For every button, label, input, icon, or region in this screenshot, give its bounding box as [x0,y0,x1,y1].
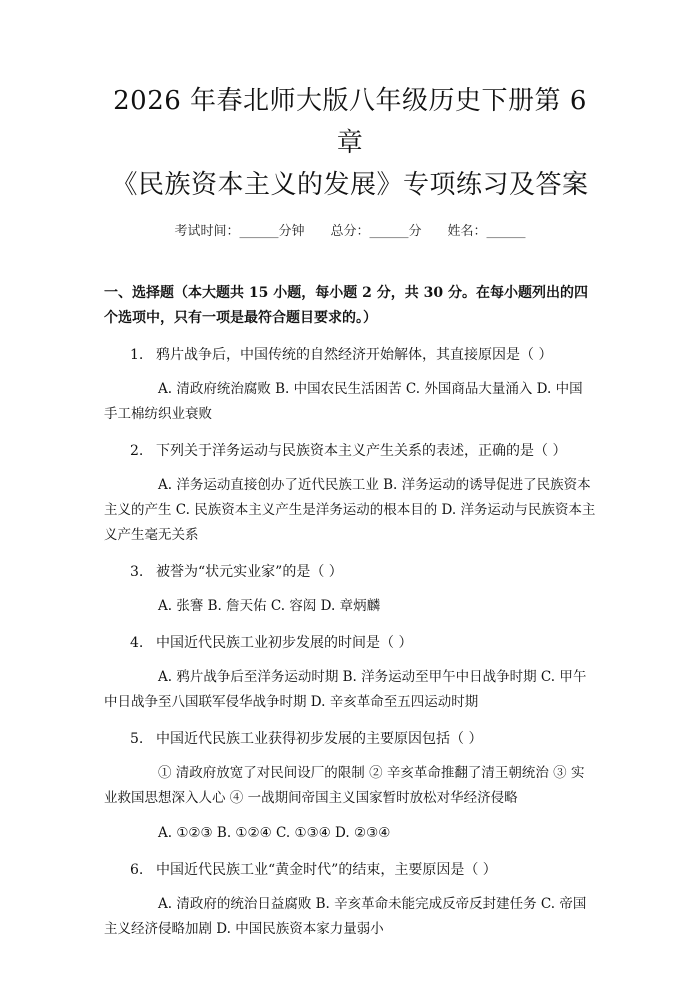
question-options: A. 张謇 B. 詹天佑 C. 容闳 D. 章炳麟 [158,598,381,614]
section-heading: 一、选择题（本大题共 15 小题，每小题 2 分，共 30 分。在每小题列出的四个选项中，只有一项是最符合题目要求的。） [104,285,588,326]
question-options: A. 清政府统治腐败 B. 中国农民生活困苦 C. 外国商品大量涌入 D. 中国手工棉纺织业衰败 [104,381,583,422]
question-stem [104,631,596,655]
question-number: 3. [130,564,144,580]
document-title-line1: 2026 年春北师大版八年级历史下册第 6 章 [113,86,587,158]
question-3 [104,560,596,619]
question-number: 1. [130,347,144,363]
question-number: 6. [130,862,144,878]
question-options: A. ①②③ B. ①②④ C. ①③④ D. ②③④ [158,825,391,841]
question-text: 中国近代民族工业获得初步发展的主要原因包括（ ） [156,731,483,747]
question-2 [104,439,596,548]
document-page [0,80,700,985]
question-options: A. 鸦片战争后至洋务运动时期 B. 洋务运动至甲午中日战争时期 C. 甲午中日战争至八国联军侵华战争时期 D. 辛亥革命至五四运动时期 [104,669,587,710]
question-stem [104,858,596,882]
question-text: 被誉为“状元实业家”的是（ ） [156,564,343,580]
question-text: 鸦片战争后，中国传统的自然经济开始解体，其直接原因是（ ） [156,347,553,363]
question-5 [104,727,596,846]
question-text: 中国近代民族工业初步发展的时间是（ ） [156,635,413,651]
question-stem [104,560,596,584]
question-options: A. 清政府的统治日益腐败 B. 辛亥革命未能完成反帝反封建任务 C. 帝国主义经济侵略加剧 D. 中国民族资本家力量弱小 [104,896,587,937]
question-stem [104,727,596,751]
question-statements: ① 清政府放宽了对民间设厂的限制 ② 辛亥革命推翻了清王朝统治 ③ 实业救国思想深入人心 ④ 一战期间帝国主义国家暂时放松对华经济侵略 [104,765,585,806]
question-text: 中国近代民族工业“黄金时代”的结束，主要原因是（ ） [156,862,497,878]
question-text: 下列关于洋务运动与民族资本主义产生关系的表述，正确的是（ ） [156,443,567,459]
question-number: 4. [130,635,144,651]
question-6 [104,858,596,942]
question-stem [104,439,596,463]
exam-info-line: 考试时间：______分钟 总分：______分 姓名：______ [174,224,526,239]
question-4 [104,631,596,715]
question-number: 2. [130,443,144,459]
question-options: A. 洋务运动直接创办了近代民族工业 B. 洋务运动的诱导促进了民族资本主义的产生 C. 民族资本主义产生是洋务运动的根本目的 D. 洋务运动与民族资本主义产生毫无关系 [104,477,596,543]
question-1 [104,343,596,427]
question-number: 5. [130,731,144,747]
question-stem [104,343,596,367]
document-title-line2: 《民族资本主义的发展》专项练习及答案 [111,170,589,200]
